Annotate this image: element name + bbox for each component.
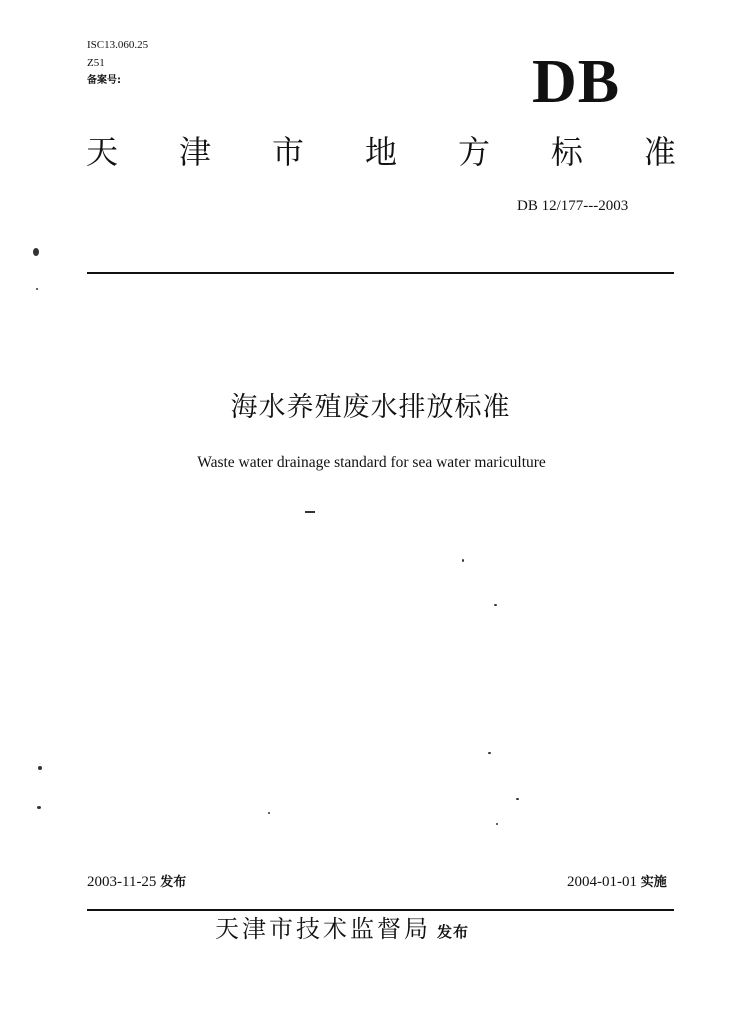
issuer-suffix: 发布 (437, 923, 470, 941)
release-date-value: 2003-11-25 (87, 874, 157, 890)
ics-code: ISC13.060.25 (87, 39, 149, 51)
classification-code: Z51 (87, 57, 105, 69)
issuer-name: 天津市技术监督局 (215, 915, 431, 943)
scan-speck (494, 604, 497, 606)
standard-category-title (86, 132, 676, 172)
scan-speck (268, 812, 270, 814)
top-divider (87, 272, 674, 274)
title-char: 准 (643, 133, 676, 171)
effective-date-value: 2004-01-01 (567, 874, 637, 890)
effective-date (567, 871, 667, 891)
release-date (87, 871, 186, 891)
scan-speck (38, 766, 42, 770)
title-char: 天 (86, 133, 119, 171)
document-title-en: Waste water drainage standard for sea water mariculture (197, 454, 546, 471)
db-logo: DB (532, 48, 621, 116)
scan-speck (488, 752, 491, 754)
scan-speck (516, 798, 519, 800)
scan-speck (496, 823, 498, 825)
scan-speck (33, 248, 39, 256)
standard-number: DB 12/177---2003 (517, 198, 629, 214)
scan-speck (305, 511, 315, 513)
scan-speck (37, 806, 41, 809)
document-title-cn: 海水养殖废水排放标准 (230, 392, 511, 423)
title-char: 方 (457, 133, 490, 171)
title-char: 津 (178, 133, 211, 171)
effective-label: 实施 (640, 875, 667, 890)
title-char: 标 (550, 133, 583, 171)
record-number-label: 备案号: (87, 75, 121, 86)
issuer (215, 912, 469, 949)
bottom-divider (87, 909, 674, 911)
scan-speck (36, 288, 38, 290)
scan-speck (462, 559, 464, 562)
title-char: 地 (364, 133, 397, 171)
title-char: 市 (271, 133, 304, 171)
release-label: 发布 (160, 875, 187, 890)
